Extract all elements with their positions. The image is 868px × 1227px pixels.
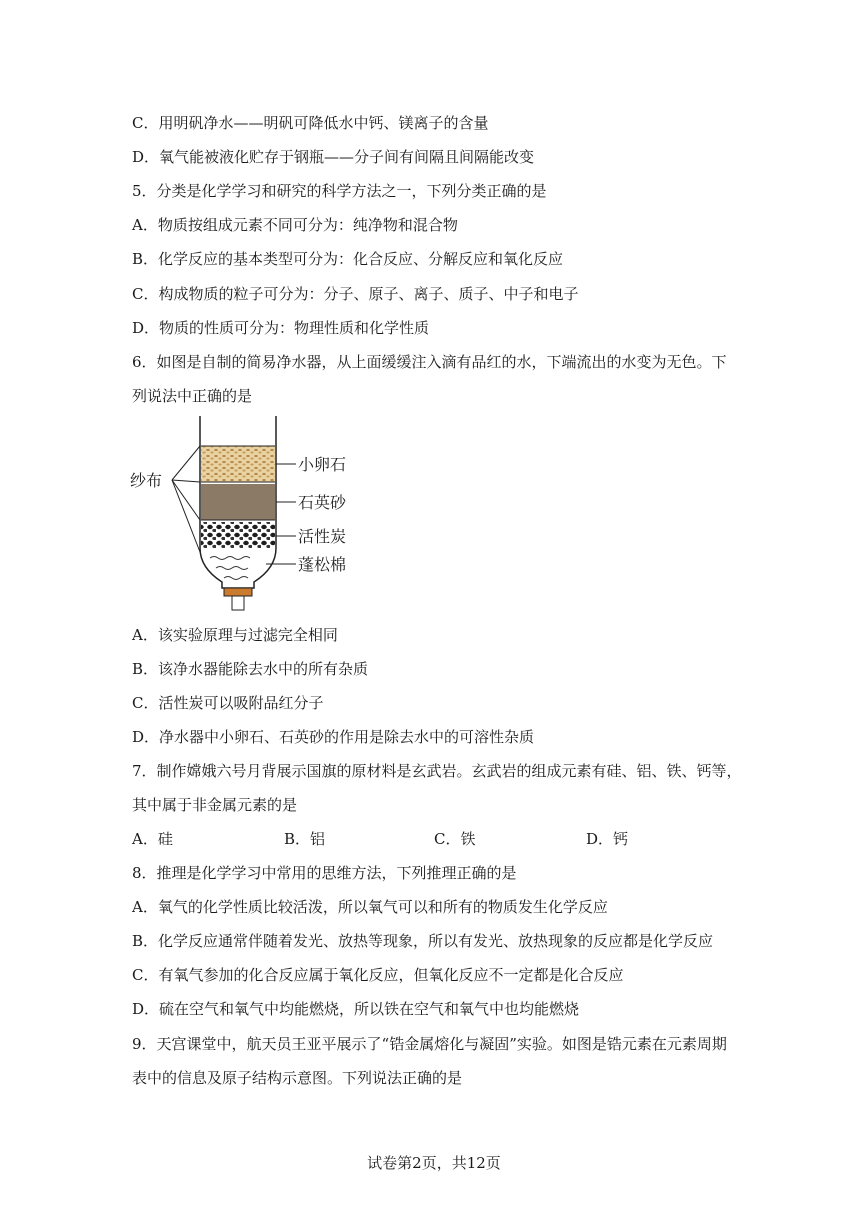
- water-purifier-figure: [126, 412, 386, 618]
- q5-option-a: A．物质按组成元素不同可分为：纯净物和混合物: [132, 216, 458, 234]
- q5-option-b: B．化学反应的基本类型可分为：化合反应、分解反应和氧化反应: [132, 250, 564, 268]
- label-cotton: 蓬松棉: [298, 555, 347, 574]
- q7-option-d: D．钙: [586, 830, 629, 848]
- q6-option-a: A．该实验原理与过滤完全相同: [132, 626, 338, 644]
- q8-option-d: D．硫在空气和氧气中均能燃烧，所以铁在空气和氧气中也均能燃烧: [132, 1000, 580, 1018]
- page-footer: 试卷第2页，共12页: [367, 1154, 501, 1172]
- label-sand: 石英砂: [298, 493, 347, 512]
- sand-layer: [201, 484, 275, 520]
- q6-stem-line1: 6．如图是自制的简易净水器，从上面缓缓注入滴有品红的水，下端流出的水变为无色。下: [132, 353, 727, 371]
- label-gauze: 纱布: [130, 471, 163, 490]
- q5-stem: 5．分类是化学学习和研究的科学方法之一，下列分类正确的是: [132, 182, 547, 200]
- q7-stem-line2: 其中属于非金属元素的是: [132, 796, 298, 814]
- q8-option-c: C．有氧气参加的化合反应属于氧化反应，但氧化反应不一定都是化合反应: [132, 966, 624, 984]
- q6-option-d: D．净水器中小卵石、石英砂的作用是除去水中的可溶性杂质: [132, 728, 535, 746]
- q6-stem-line2: 列说法中正确的是: [132, 387, 253, 405]
- q7-option-b: B．铝: [284, 830, 326, 848]
- q7-stem-line1: 7．制作嫦娥六号月背展示国旗的原材料是玄武岩。玄武岩的组成元素有硅、铝、铁、钙等，: [132, 762, 742, 780]
- q6-option-c: C．活性炭可以吸附品红分子: [132, 694, 324, 712]
- pebble-layer: [201, 446, 275, 482]
- q9-stem-line1: 9．天宫课堂中，航天员王亚平展示了“锆金属熔化与凝固”实验。如图是锆元素在元素周期: [132, 1035, 727, 1053]
- q9-stem-line2: 表中的信息及原子结构示意图。下列说法正确的是: [132, 1069, 463, 1087]
- q5-option-d: D．物质的性质可分为：物理性质和化学性质: [132, 319, 430, 337]
- q5-option-c: C．构成物质的粒子可分为：分子、原子、离子、质子、中子和电子: [132, 285, 579, 303]
- label-carbon: 活性炭: [298, 527, 347, 546]
- q7-option-c: C．铁: [434, 830, 476, 848]
- label-pebble: 小卵石: [298, 455, 347, 474]
- q6-option-b: B．该净水器能除去水中的所有杂质: [132, 660, 369, 678]
- q8-option-b: B．化学反应通常伴随着发光、放热等现象，所以有发光、放热现象的反应都是化学反应: [132, 932, 714, 950]
- q4-option-c: C．用明矾净水——明矾可降低水中钙、镁离子的含量: [132, 114, 489, 132]
- carbon-layer: [201, 522, 275, 552]
- q7-option-a: A．硅: [132, 830, 173, 848]
- q4-option-d: D．氧气能被液化贮存于钢瓶——分子间有间隔且间隔能改变: [132, 148, 535, 166]
- q8-stem: 8．推理是化学学习中常用的思维方法，下列推理正确的是: [132, 864, 517, 882]
- q8-option-a: A．氧气的化学性质比较活泼，所以氧气可以和所有的物质发生化学反应: [132, 898, 608, 916]
